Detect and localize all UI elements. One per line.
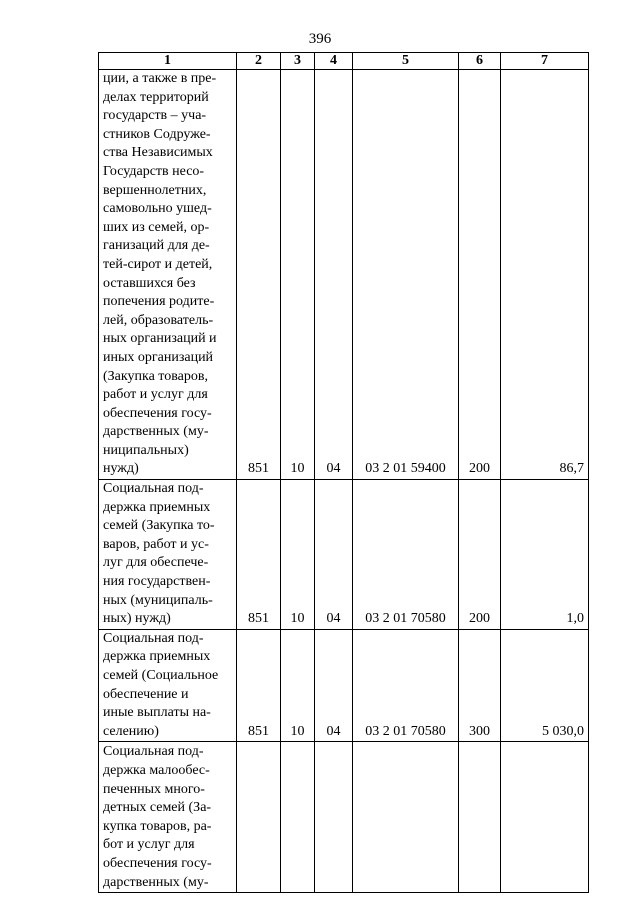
page-number: 396 — [308, 31, 332, 47]
column-header-2: 2 — [237, 53, 281, 70]
row-subsection-code — [315, 742, 353, 893]
table-row — [99, 742, 589, 893]
row-section-code: 10 — [281, 629, 315, 742]
row-amount: 86,7 — [501, 70, 589, 480]
table-row — [99, 480, 589, 630]
table-row — [99, 70, 589, 480]
column-header-1: 1 — [99, 53, 237, 70]
row-ministry-code: 851 — [237, 629, 281, 742]
row-expense-type: 200 — [459, 70, 501, 480]
row-ministry-code: 851 — [237, 70, 281, 480]
column-header-4: 4 — [315, 53, 353, 70]
row-target-article: 03 2 01 59400 — [353, 70, 459, 480]
row-expense-type: 300 — [459, 629, 501, 742]
table-row — [99, 629, 589, 742]
column-header-3: 3 — [281, 53, 315, 70]
row-amount: 1,0 — [501, 480, 589, 630]
column-header-5: 5 — [353, 53, 459, 70]
row-target-article — [353, 742, 459, 893]
column-header-6: 6 — [459, 53, 501, 70]
row-section-code: 10 — [281, 70, 315, 480]
header-row — [99, 53, 589, 70]
row-description: Социальная под- держка малообес- печенных много- детных семей (За- купка товаров, ра- бот и услуг для обеспечения госу- дарственных (му- — [99, 742, 237, 893]
budget-table — [98, 52, 589, 893]
row-target-article: 03 2 01 70580 — [353, 629, 459, 742]
row-amount — [501, 742, 589, 893]
row-amount: 5 030,0 — [501, 629, 589, 742]
row-description: Социальная под- держка приемных семей (Закупка то- варов, работ и ус- луг для обеспече- ния государствен- ных (муниципаль- ных) нужд) — [99, 480, 237, 630]
row-subsection-code: 04 — [315, 480, 353, 630]
row-description: Социальная под- держка приемных семей (Социальное обеспечение и иные выплаты на- селению) — [99, 629, 237, 742]
row-target-article: 03 2 01 70580 — [353, 480, 459, 630]
row-ministry-code: 851 — [237, 480, 281, 630]
row-expense-type — [459, 742, 501, 893]
row-ministry-code — [237, 742, 281, 893]
row-expense-type: 200 — [459, 480, 501, 630]
row-description: ции, а также в пре- делах территорий государств – уча- стников Содруже- ства Независимых Государств несо- вершеннолетних, самовольно ушед- ших из семей, ор- ганизаций для де- тей-сирот и детей, оставшихся без попечения родите- лей, образователь- ных организаций и иных организаций (Закупка товаров, работ и услуг для обеспечения госу- дарственных (му- ниципальных) нужд) — [99, 70, 237, 480]
row-section-code — [281, 742, 315, 893]
column-header-7: 7 — [501, 53, 589, 70]
row-subsection-code: 04 — [315, 629, 353, 742]
row-subsection-code: 04 — [315, 70, 353, 480]
row-section-code: 10 — [281, 480, 315, 630]
